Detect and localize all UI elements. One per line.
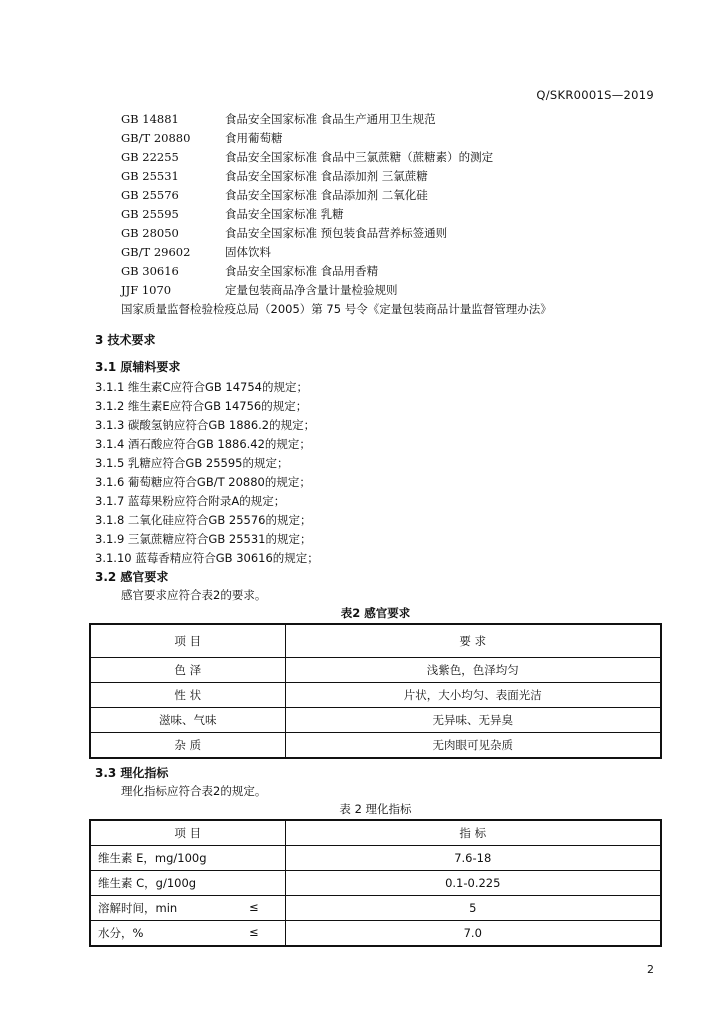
reference-row: [121, 110, 681, 129]
table-cell: 滋味、气味: [90, 708, 285, 733]
reference-title: 食品安全国家标准 乳糖: [225, 207, 344, 221]
reference-row: [121, 243, 681, 262]
table-row: [90, 871, 661, 896]
reference-title: 食品安全国家标准 食品添加剂 三氯蔗糖: [225, 169, 428, 183]
table-1-caption: 表2 感官要求: [340, 606, 411, 620]
table-cell: 无肉眼可见杂质: [285, 733, 661, 759]
clause-item: 3.1.7 蓝莓果粉应符合附录A的规定；: [95, 494, 286, 508]
clause-item: 3.1.2 维生素E应符合GB 14756的规定；: [95, 399, 308, 413]
reference-row: [121, 148, 681, 167]
table-header-cell: 指 标: [285, 820, 661, 846]
table-cell-value: 7.0: [285, 921, 661, 947]
reference-title: 食品安全国家标准 食品生产通用卫生规范: [225, 112, 436, 126]
normative-references: [121, 110, 681, 319]
table-header-cell: 项 目: [90, 624, 285, 658]
table-cell-item: [90, 896, 285, 921]
table-2-caption: 表 2 理化指标: [339, 802, 412, 816]
reference-title: 食品安全国家标准 食品用香精: [225, 264, 379, 278]
document-code: Q/SKR0001S—2019: [536, 88, 654, 102]
item-label: 维生素 E，mg/100g: [98, 851, 207, 865]
reference-row: [121, 281, 681, 300]
reference-code: GB 25531: [121, 169, 179, 183]
table-cell: 片状，大小均匀、表面光洁: [285, 683, 661, 708]
table-row: [90, 708, 661, 733]
clause-item: 3.1.9 三氯蔗糖应符合GB 25531的规定；: [95, 532, 312, 546]
table-cell-item: [90, 846, 285, 871]
section-3-2-heading: 3.2 感官要求: [95, 570, 169, 584]
section-3-3-heading: 3.3 理化指标: [95, 766, 169, 780]
reference-code: GB 14881: [121, 112, 179, 126]
reference-title: 食品安全国家标准 预包装食品营养标签通则: [225, 226, 448, 240]
table-cell-value: 5: [285, 896, 661, 921]
reference-code: GB 22255: [121, 150, 179, 164]
table-row: [90, 683, 661, 708]
table-cell: 性 状: [90, 683, 285, 708]
table-cell: 无异味、无异臭: [285, 708, 661, 733]
table-cell-value: 0.1-0.225: [285, 871, 661, 896]
table-cell: 浅紫色，色泽均匀: [285, 658, 661, 683]
less-equal-symbol: ≤: [249, 900, 259, 914]
reference-row: [121, 262, 681, 281]
table-row: [90, 896, 661, 921]
clause-item: 3.1.1 维生素C应符合GB 14754的规定；: [95, 380, 308, 394]
reference-row: [121, 205, 681, 224]
table-row: [90, 658, 661, 683]
reference-code: GB/T 20880: [121, 131, 191, 145]
reference-code: GB/T 29602: [121, 245, 191, 259]
clause-item: 3.1.3 碳酸氢钠应符合GB 1886.2的规定；: [95, 418, 316, 432]
page-number: 2: [647, 963, 654, 976]
section-3-3-text: 理化指标应符合表2的规定。: [121, 784, 267, 798]
sensory-requirements-table: [89, 623, 662, 759]
reference-title: 食品安全国家标准 食品添加剂 二氧化硅: [225, 188, 428, 202]
table-cell-value: 7.6-18: [285, 846, 661, 871]
section-3-heading: 3 技术要求: [95, 333, 156, 347]
table-cell-item: [90, 871, 285, 896]
reference-code: GB 25576: [121, 188, 179, 202]
reference-code: GB 25595: [121, 207, 179, 221]
item-label: 溶解时间，min: [98, 901, 178, 915]
section-3-2-text: 感官要求应符合表2的要求。: [121, 588, 267, 602]
reference-row: [121, 300, 681, 319]
reference-row: [121, 186, 681, 205]
reference-code: GB 30616: [121, 264, 179, 278]
item-label: 水分，%: [98, 926, 144, 940]
reference-code: GB 28050: [121, 226, 179, 240]
reference-code: JJF 1070: [121, 283, 172, 297]
clause-item: 3.1.4 酒石酸应符合GB 1886.42的规定；: [95, 437, 311, 451]
section-3-1-heading: 3.1 原辅料要求: [95, 360, 181, 374]
reference-row: [121, 129, 681, 148]
item-label: 维生素 C，g/100g: [98, 876, 197, 890]
reference-title: 食用葡萄糖: [225, 131, 283, 145]
reference-extra: 国家质量监督检验检疫总局（2005）第 75 号令《定量包装商品计量监督管理办法》: [121, 302, 552, 316]
table-row: [90, 733, 661, 759]
clause-item: 3.1.6 葡萄糖应符合GB/T 20880的规定；: [95, 475, 311, 489]
physicochemical-indicators-table: [89, 819, 662, 947]
clause-item: 3.1.10 蓝莓香精应符合GB 30616的规定；: [95, 551, 319, 565]
clause-item: 3.1.8 二氧化硅应符合GB 25576的规定；: [95, 513, 312, 527]
table-cell: 杂 质: [90, 733, 285, 759]
reference-title: 定量包装商品净含量计量检验规则: [225, 283, 398, 297]
table-header-cell: 要 求: [285, 624, 661, 658]
less-equal-symbol: ≤: [249, 925, 259, 939]
table-header-cell: 项 目: [90, 820, 285, 846]
table-cell: 色 泽: [90, 658, 285, 683]
table-cell-item: [90, 921, 285, 947]
table-header-row: [90, 624, 661, 658]
reference-title: 固体饮料: [225, 245, 271, 259]
table-row: [90, 846, 661, 871]
raw-material-clauses: [95, 378, 319, 568]
reference-title: 食品安全国家标准 食品中三氯蔗糖（蔗糖素）的测定: [225, 150, 494, 164]
clause-item: 3.1.5 乳糖应符合GB 25595的规定；: [95, 456, 289, 470]
reference-row: [121, 224, 681, 243]
table-row: [90, 921, 661, 947]
table-header-row: [90, 820, 661, 846]
reference-row: [121, 167, 681, 186]
